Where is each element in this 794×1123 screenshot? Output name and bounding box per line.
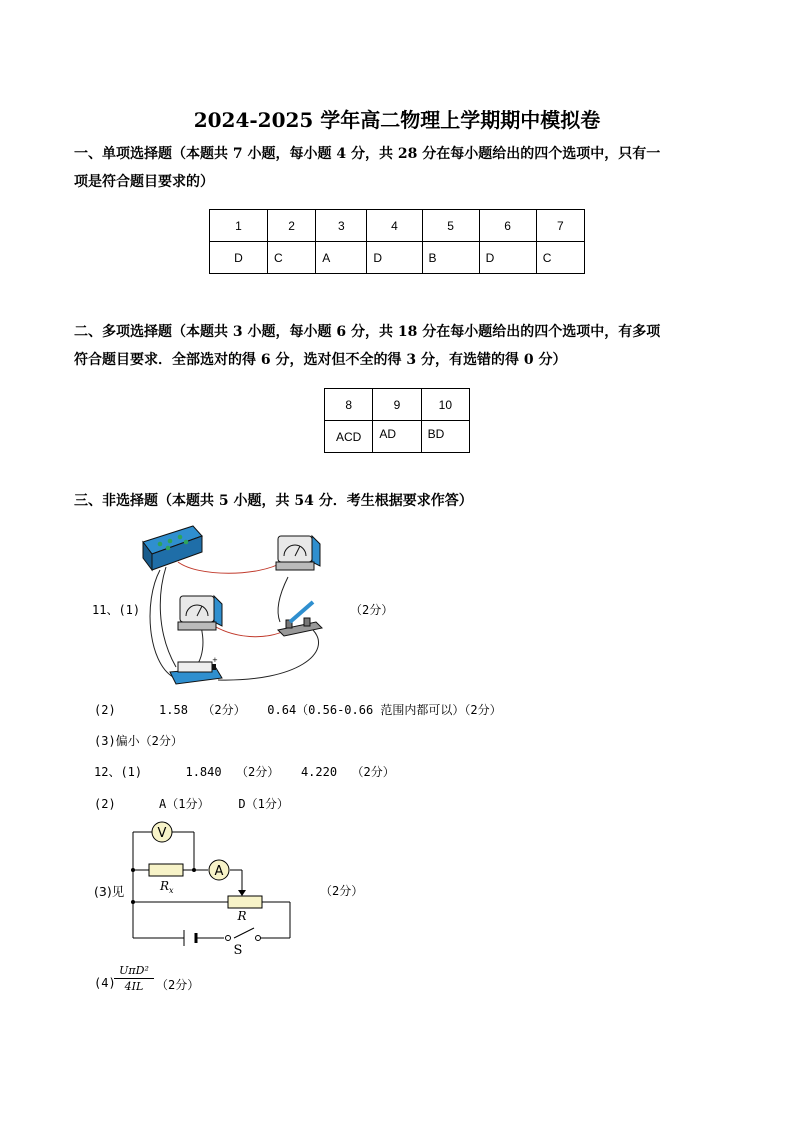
- table-cell: 7: [536, 210, 584, 242]
- table-cell: 5: [422, 210, 479, 242]
- table-cell: 3: [316, 210, 367, 242]
- table-cell: 1: [210, 210, 268, 242]
- section1-answer-row: [210, 242, 585, 274]
- battery-icon: [170, 656, 222, 684]
- section2-answer-row: [325, 421, 470, 453]
- section2-heading-line1: 二、多项选择题（本题共 3 小题，每小题 6 分，共 18 分在每小题给出的四个选项中，有多项: [74, 324, 661, 340]
- table-cell: 9: [373, 389, 421, 421]
- section1-heading: [74, 140, 724, 196]
- switch-contact: [226, 936, 231, 941]
- section2-number-row: [325, 389, 470, 421]
- svg-text:+: +: [212, 656, 218, 664]
- table-cell: D: [210, 242, 268, 274]
- table-cell: C: [536, 242, 584, 274]
- section2-heading-line2: 符合题目要求．全部选对的得 6 分，选对但不全的得 3 分，有选错的得 0 分）: [74, 352, 567, 368]
- rheostat-slider-arrow: [238, 890, 246, 896]
- section2-heading: [74, 318, 724, 374]
- section1-heading-line2: 项是符合题目要求的）: [74, 174, 214, 190]
- q12-part1: 12、(1) 1.840 （2分） 4.220 （2分）: [94, 765, 395, 779]
- table-cell: A: [316, 242, 367, 274]
- voltmeter-label: V: [157, 826, 167, 841]
- q12-part4-label: (4): [94, 976, 116, 990]
- table-cell: D: [367, 242, 422, 274]
- table-cell: C: [267, 242, 315, 274]
- q12-part3-label: (3)见: [94, 884, 125, 899]
- switch-icon: [278, 602, 322, 636]
- wire: [218, 630, 319, 680]
- ammeter-icon: [276, 536, 320, 570]
- switch-label: S: [233, 943, 243, 958]
- table-cell: BD: [421, 421, 469, 453]
- q12-part2: (2) A（1分） D（1分）: [94, 797, 289, 811]
- table-cell: 4: [367, 210, 422, 242]
- q11-part3: (3)偏小（2分）: [94, 734, 183, 748]
- q12-circuit-diagram: [124, 818, 300, 958]
- voltmeter-icon: [178, 596, 222, 630]
- switch-contact: [256, 936, 261, 941]
- wire: [278, 577, 288, 622]
- resistor-rx: [149, 864, 183, 876]
- table-cell: ACD: [325, 421, 373, 453]
- q11-part1-score: （2分）: [350, 603, 394, 617]
- q11-apparatus-illustration: [138, 522, 328, 692]
- q12-part4-score: （2分）: [156, 978, 200, 992]
- table-cell: AD: [373, 421, 421, 453]
- table-cell: B: [422, 242, 479, 274]
- formula-denominator: 4IL: [124, 980, 144, 993]
- section1-answer-table: [209, 209, 585, 274]
- table-cell: 6: [479, 210, 536, 242]
- ammeter-label: A: [214, 864, 224, 879]
- page-title: 2024-2025 学年高二物理上学期期中模拟卷: [193, 108, 601, 132]
- table-cell: 2: [267, 210, 315, 242]
- q12-formula: [114, 964, 154, 993]
- table-cell: 10: [421, 389, 469, 421]
- rheostat: [228, 896, 262, 908]
- power-supply-icon: [143, 526, 202, 570]
- section2-answer-table: [324, 388, 470, 453]
- q11-part1-label: 11、(1): [92, 603, 141, 617]
- resistor-rx-label: $R_x$: [160, 879, 174, 895]
- table-cell: 8: [325, 389, 373, 421]
- section1-heading-line1: 一、单项选择题（本题共 7 小题，每小题 4 分，共 28 分在每小题给出的四个选项中，只有一: [74, 146, 661, 162]
- wire: [160, 567, 176, 667]
- section3-heading: 三、非选择题（本题共 5 小题，共 54 分．考生根据要求作答）: [74, 493, 473, 509]
- rheostat-label: R: [237, 909, 247, 923]
- q11-part2: (2) 1.58 （2分） 0.64（0.56-0.66 范围内都可以）（2分）: [94, 703, 502, 717]
- wire: [178, 562, 283, 573]
- formula-numerator: UπD²: [114, 964, 154, 979]
- q12-part3-score: （2分）: [320, 884, 364, 898]
- table-cell: D: [479, 242, 536, 274]
- section1-number-row: [210, 210, 585, 242]
